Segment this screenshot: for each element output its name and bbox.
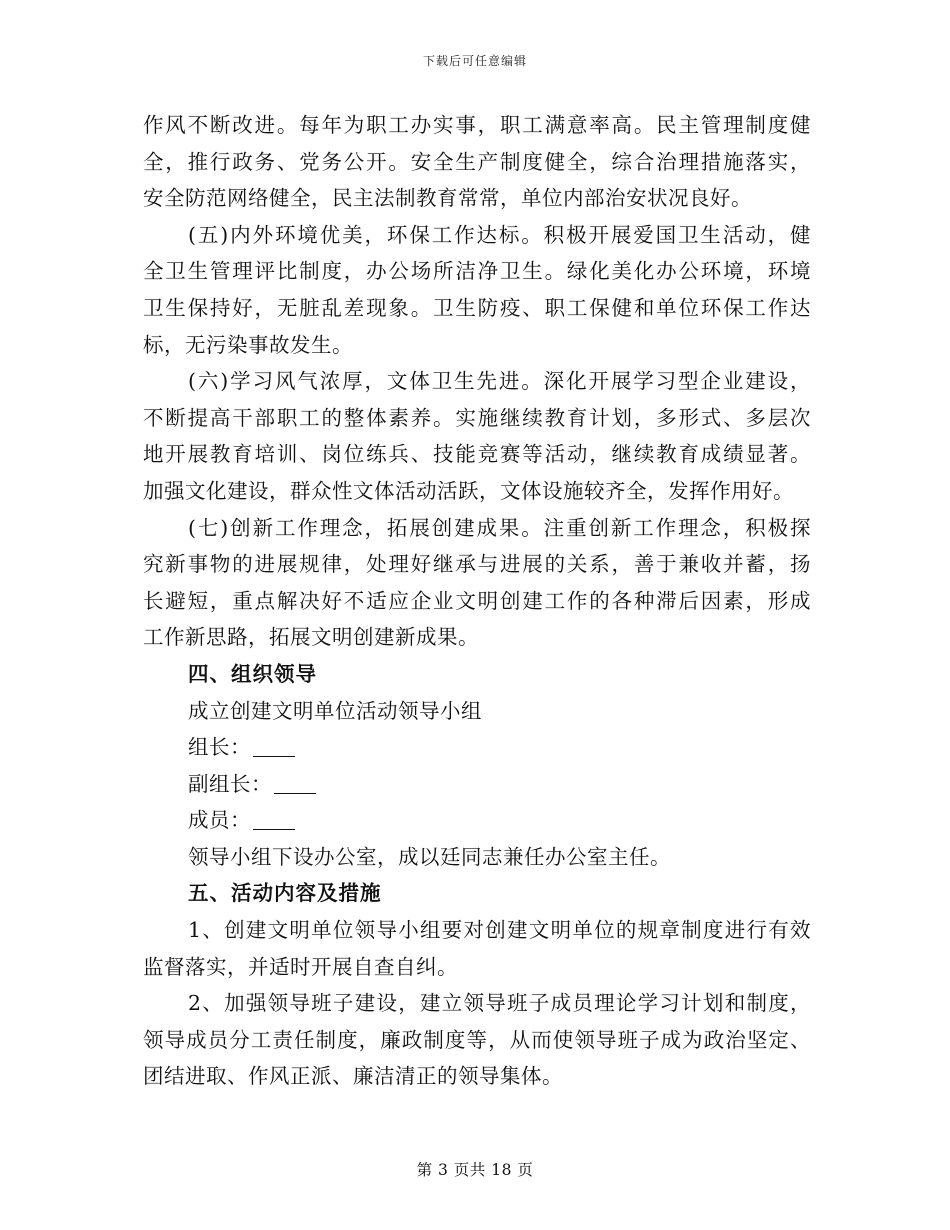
paragraph-line: 长避短，重点解决好不适应企业文明创建工作的各种滞后因素，形成 [143,588,811,613]
paragraph-line: 究新事物的进展规律，处理好继承与进展的关系，善于兼收并蓄，扬 [143,552,811,577]
paragraph-line: 成立创建文明单位活动领导小组 [188,698,482,723]
paragraph-line: 1、创建文明单位领导小组要对创建文明单位的规章制度进行有效 [188,918,811,943]
blank-underline [274,773,316,794]
paragraph-line: 作风不断改进。每年为职工办实事，职工满意率高。民主管理制度健 [143,113,811,137]
paragraph-line: 领导小组下设办公室，成以廷同志兼任办公室主任。 [188,844,671,869]
paragraph-line: 卫生保持好，无脏乱差现象。卫生防疫、职工保健和单位环保工作达 [143,295,811,320]
field-label: 组长： [188,735,251,760]
paragraph-line: 领导成员分工责任制度，廉政制度等，从而使领导班子成为政治坚定、 [143,1027,811,1052]
field-label: 成员： [188,808,251,833]
paragraph-line: 不断提高干部职工的整体素养。实施继续教育计划，多形式、多层次 [143,405,811,430]
paragraph-line: 全，推行政务、党务公开。安全生产制度健全，综合治理措施落实， [143,149,811,174]
paragraph-line: 标，无污染事故发生。 [143,332,353,357]
paragraph-line: (五)内外环境优美，环保工作达标。积极开展爱国卫生活动，健 [188,222,811,247]
blank-underline [253,809,295,830]
paragraph-line: 地开展教育培训、岗位练兵、技能竞赛等活动，继续教育成绩显著。 [143,442,811,467]
paragraph-line: 监督落实，并适时开展自查自纠。 [143,954,458,979]
paragraph-line: 团结进取、作风正派、廉洁清正的领导集体。 [143,1064,563,1089]
section-heading: 四、组织领导 [188,661,317,686]
paragraph-line: 工作新思路，拓展文明创建新成果。 [143,625,479,650]
page-number: 第 3 页共 18 页 [416,1161,534,1179]
section-heading: 五、活动内容及措施 [188,881,382,906]
paragraph-line: 2、加强领导班子建设，建立领导班子成员理论学习计划和制度， [188,991,811,1016]
paragraph-line: (七)创新工作理念，拓展创建成果。注重创新工作理念，积极探 [188,515,811,540]
paragraph-line: 加强文化建设，群众性文体活动活跃，文体设施较齐全，发挥作用好。 [143,478,794,503]
form-field-deputy-leader [143,766,811,803]
paragraph-line: (六)学习风气浓厚，文体卫生先进。深化开展学习型企业建设， [188,369,811,394]
paragraph-line: 安全防范网络健全，民主法制教育常常，单位内部治安状况良好。 [143,186,752,211]
paragraph-line: 全卫生管理评比制度，办公场所洁净卫生。绿化美化办公环境，环境 [143,259,811,284]
form-field-members [143,802,811,839]
field-label: 副组长： [188,771,272,796]
form-field-leader [143,729,811,766]
page-header: 下载后可任意编辑 [422,54,527,68]
document-body [143,107,811,1095]
blank-underline [253,736,295,757]
